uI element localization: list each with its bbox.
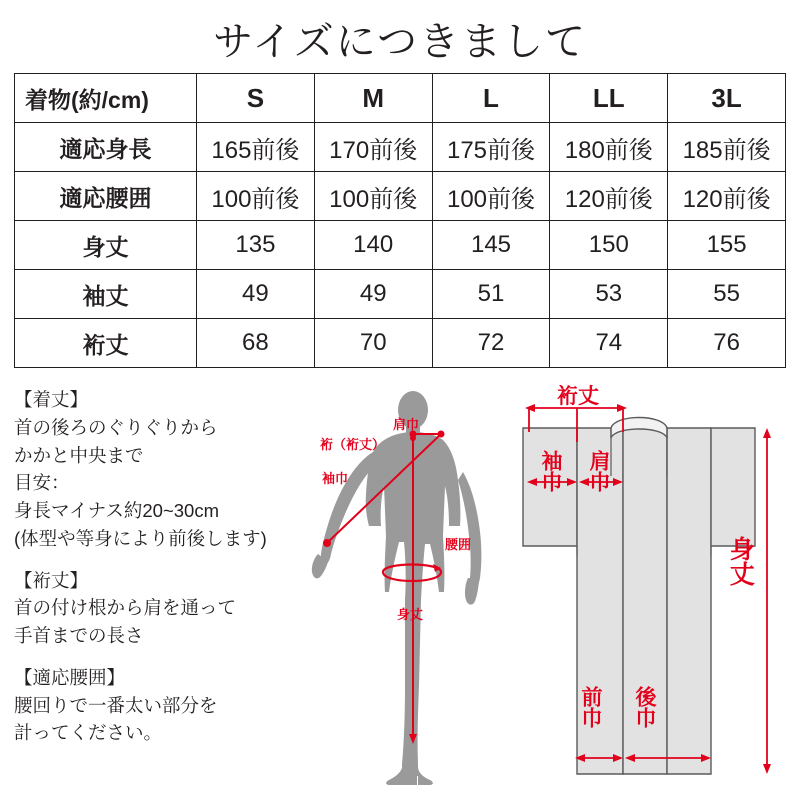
row-header-yukitake: 裄丈	[15, 319, 197, 368]
cell-sodetake-s: 49	[197, 270, 315, 319]
cell-mitake-m: 140	[314, 221, 432, 270]
cell-sodetake-m: 49	[314, 270, 432, 319]
cell-height-3l: 185前後	[668, 123, 786, 172]
table-row	[15, 123, 786, 172]
cell-sodetake-l: 51	[432, 270, 550, 319]
cell-yukitake-l: 72	[432, 319, 550, 368]
label-mi-take: 身丈	[726, 536, 755, 586]
table-row	[15, 319, 786, 368]
cell-mitake-ll: 150	[550, 221, 668, 270]
row-header-waist: 適応腰囲	[15, 172, 197, 221]
row-header-sodetake: 袖丈	[15, 270, 197, 319]
note-block-waist	[14, 664, 314, 747]
note-heading-waist: 【適応腰囲】	[14, 666, 126, 688]
row-header-mitake: 身丈	[15, 221, 197, 270]
cell-height-m: 170前後	[314, 123, 432, 172]
table-col-header-m: M	[314, 74, 432, 123]
cell-waist-ll: 120前後	[550, 172, 668, 221]
label-sode-haba-kimono: 袖巾	[539, 450, 563, 492]
lower-section	[0, 386, 800, 794]
note-line: (体型や等身により前後します)	[14, 527, 267, 549]
label-yuki-take: 裄丈	[557, 385, 599, 408]
person-measurement-diagram	[305, 386, 515, 786]
note-heading-yukitake: 【裄丈】	[14, 569, 89, 591]
cell-height-ll: 180前後	[550, 123, 668, 172]
table-header-row	[15, 74, 786, 123]
label-shoulder-width: 肩巾	[393, 417, 420, 432]
note-line: かかと中央まで	[14, 444, 144, 466]
cell-sodetake-3l: 55	[668, 270, 786, 319]
label-waist: 腰囲	[445, 537, 472, 552]
cell-waist-l: 100前後	[432, 172, 550, 221]
label-ushiro-haba: 後巾	[633, 686, 657, 728]
table-corner-label: 着物(約/cm)	[15, 74, 197, 123]
label-yuki: 裄（裄丈）	[320, 437, 386, 452]
table-col-header-s: S	[197, 74, 315, 123]
cell-waist-m: 100前後	[314, 172, 432, 221]
table-col-header-ll: LL	[550, 74, 668, 123]
table-row	[15, 172, 786, 221]
note-line: 首の後ろのぐりぐりから	[14, 416, 218, 438]
note-line: 首の付け根から肩を通って	[14, 597, 237, 619]
kimono-measurement-diagram	[515, 386, 790, 786]
label-mae-haba: 前巾	[579, 686, 603, 728]
label-kata-haba: 肩巾	[587, 450, 611, 492]
table-row	[15, 270, 786, 319]
page-title: サイズにつきまして	[213, 20, 587, 64]
note-line: 計ってください。	[14, 722, 163, 744]
cell-height-l: 175前後	[432, 123, 550, 172]
note-line: 腰回りで一番太い部分を	[14, 694, 218, 716]
cell-waist-3l: 120前後	[668, 172, 786, 221]
note-line: 身長マイナス約20~30cm	[14, 500, 220, 521]
table-row	[15, 221, 786, 270]
note-heading-kitake: 【着丈】	[14, 389, 89, 410]
table-col-header-3l: 3L	[668, 74, 786, 123]
note-block-kitake	[14, 386, 314, 553]
cell-sodetake-ll: 53	[550, 270, 668, 319]
cell-height-s: 165前後	[197, 123, 315, 172]
cell-yukitake-ll: 74	[550, 319, 668, 368]
note-line: 目安：	[14, 472, 70, 494]
size-table	[14, 73, 786, 368]
label-sode-haba: 袖巾	[322, 471, 349, 486]
cell-mitake-l: 145	[432, 221, 550, 270]
cell-yukitake-3l: 76	[668, 319, 786, 368]
cell-mitake-s: 135	[197, 221, 315, 270]
cell-yukitake-m: 70	[314, 319, 432, 368]
cell-yukitake-s: 68	[197, 319, 315, 368]
note-line: 手首までの長さ	[14, 625, 144, 646]
note-block-yukitake	[14, 567, 314, 650]
cell-mitake-3l: 155	[668, 221, 786, 270]
measurement-notes	[14, 386, 314, 761]
row-header-height: 適応身長	[15, 123, 197, 172]
label-body-length: 身丈	[397, 607, 424, 622]
table-col-header-l: L	[432, 74, 550, 123]
cell-waist-s: 100前後	[197, 172, 315, 221]
